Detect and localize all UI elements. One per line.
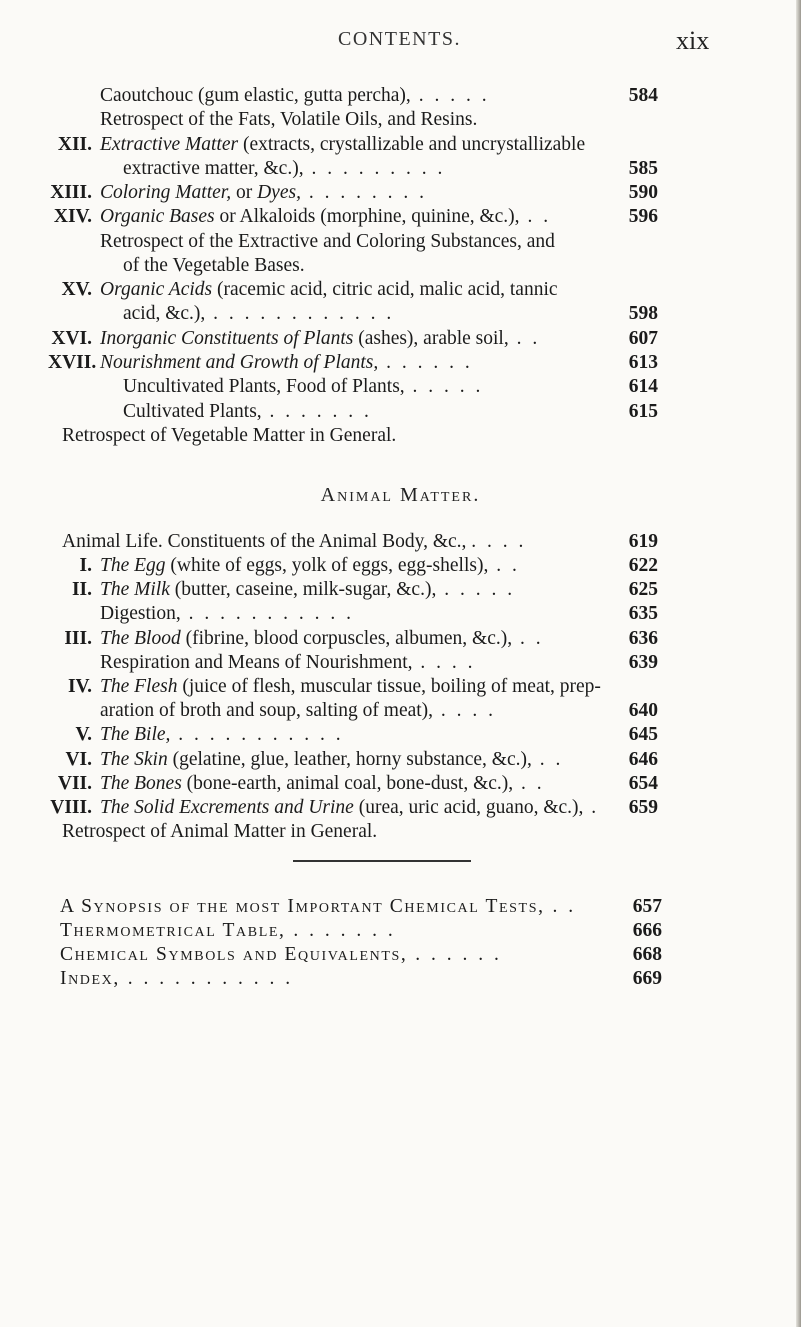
entry-page-number: 585 xyxy=(628,158,658,179)
entry-text xyxy=(100,205,551,229)
appendix_entries-entry xyxy=(0,919,801,943)
entry-page-number: 666 xyxy=(632,920,662,941)
page-header xyxy=(0,8,801,55)
entry-description: (white of eggs, yolk of eggs, egg-shells), xyxy=(165,555,489,576)
animal_entries-entry xyxy=(0,796,801,820)
entry-text xyxy=(100,84,490,108)
entry-title: The Bones xyxy=(100,773,182,794)
leader-dots: . . xyxy=(488,555,520,576)
entry-description: Animal Life. Constituents of the Animal Body, &c., xyxy=(62,531,472,552)
entry-text xyxy=(123,254,305,278)
leader-dots: . . . . . . . . . xyxy=(303,158,446,179)
entry-page-number: 654 xyxy=(628,773,658,794)
entry-description: aration of broth and soup, salting of meat), xyxy=(100,700,434,721)
leader-dots: . . . . xyxy=(412,652,476,673)
entry-title: The Skin xyxy=(100,749,168,770)
vegetable_entries-entry xyxy=(0,327,801,351)
entry-numeral: I. xyxy=(79,555,92,576)
vegetable_entries-entry xyxy=(0,278,801,302)
entry-text xyxy=(100,108,477,132)
entry-text xyxy=(100,723,344,747)
animal_entries-entry xyxy=(0,602,801,626)
animal_entries-entry xyxy=(0,772,801,796)
entry-page-number: 596 xyxy=(628,206,658,227)
entry-numeral: VII. xyxy=(57,773,92,794)
entry-description: (fibrine, blood corpuscles, albumen, &c.), xyxy=(180,628,513,649)
entry-title: Organic Acids xyxy=(100,279,213,300)
entry-text xyxy=(60,967,293,991)
animal_entries-entry xyxy=(0,748,801,772)
leader-dots: . . xyxy=(508,328,541,349)
entry-title: Extractive Matter xyxy=(100,134,239,155)
entry-text xyxy=(123,400,372,424)
entry-numeral: V. xyxy=(75,724,92,745)
entry-description: or Alkaloids (morphine, quinine, &c.), xyxy=(214,206,520,227)
entry-page-number: 615 xyxy=(628,401,658,422)
entry-numeral: III. xyxy=(64,628,92,649)
entry-numeral: XVII. xyxy=(48,352,97,373)
entry-numeral: VI. xyxy=(65,749,92,770)
vegetable_entries-entry xyxy=(0,157,801,181)
entry-numeral: XV. xyxy=(61,279,92,300)
entry-page-number: 635 xyxy=(628,603,658,624)
entry-description: Retrospect of the Extractive and Coloring Substances, and xyxy=(100,231,555,252)
entry-description: Retrospect of Vegetable Matter in General. xyxy=(62,425,397,446)
entry-text xyxy=(100,181,427,205)
vegetable_entries-entry xyxy=(0,375,801,399)
appendix_entries-entry xyxy=(0,967,801,991)
entry-text xyxy=(100,627,544,651)
entry-text xyxy=(100,651,476,675)
entry-text xyxy=(100,578,515,602)
animal_entries-entry xyxy=(0,578,801,602)
entry-text xyxy=(100,230,555,254)
entry-description: (racemic acid, citric acid, malic acid, tannic xyxy=(212,279,558,300)
section-divider xyxy=(293,860,471,862)
entry-page-number: 669 xyxy=(632,968,662,989)
entry-description: Index, xyxy=(60,968,120,989)
entry-page-number: 607 xyxy=(628,328,658,349)
vegetable_entries-entry xyxy=(0,84,801,108)
appendix_entries-entry xyxy=(0,943,801,967)
vegetable_entries-entry xyxy=(0,302,801,326)
entry-text xyxy=(100,772,545,796)
leader-dots: . . xyxy=(531,749,564,770)
leader-dots: . . . . . . xyxy=(407,944,502,965)
leader-dots: . . xyxy=(544,896,577,917)
entry-title: The Egg xyxy=(100,555,166,576)
entry-page-number: 646 xyxy=(628,749,658,770)
vegetable_entries-entry xyxy=(0,400,801,424)
entry-text xyxy=(100,278,558,302)
entry-description: extractive matter, &c.), xyxy=(123,158,304,179)
entry-text xyxy=(100,554,520,578)
entry-page-number: 640 xyxy=(628,700,658,721)
vegetable_entries-entry xyxy=(0,424,801,448)
entry-page-number: 659 xyxy=(628,797,658,818)
entry-text xyxy=(123,302,394,326)
entry-description: of the Vegetable Bases. xyxy=(123,255,305,276)
entry-description: acid, &c.), xyxy=(123,303,206,324)
entry-description: Digestion, xyxy=(100,603,181,624)
entry-description: Cultivated Plants, xyxy=(123,401,262,422)
appendix_entries-entry xyxy=(0,895,801,919)
entry-title: Coloring Matter, xyxy=(100,182,232,203)
entry-title: The Bile, xyxy=(100,724,171,745)
animal_entries-entry xyxy=(0,651,801,675)
entry-numeral: II. xyxy=(71,579,92,600)
entry-numeral: XIV. xyxy=(53,206,92,227)
entry-description: (ashes), arable soil, xyxy=(353,328,509,349)
entry-description: (extracts, crystallizable and uncrystallizable xyxy=(238,134,586,155)
leader-dots: . . . . . xyxy=(410,85,490,106)
entry-title: The Blood xyxy=(100,628,181,649)
entry-text xyxy=(100,602,354,626)
entry-page-number: 614 xyxy=(628,376,658,397)
leader-dots: . . . . . . . . . . . xyxy=(119,968,294,989)
entry-page-number: 639 xyxy=(628,652,658,673)
leader-dots: . . xyxy=(512,628,544,649)
entry-numeral: XIII. xyxy=(50,182,92,203)
entry-title: The Milk xyxy=(100,579,170,600)
entry-description: (bone-earth, animal coal, bone-dust, &c.), xyxy=(181,773,514,794)
entry-page-number: 622 xyxy=(628,555,658,576)
leader-dots: . . . . . . . . . . . . xyxy=(205,303,395,324)
vegetable_entries-entry xyxy=(0,181,801,205)
entry-numeral: VIII. xyxy=(50,797,92,818)
entry-title: Organic Bases xyxy=(100,206,215,227)
entry-numeral: XII. xyxy=(57,134,92,155)
entry-description: Caoutchouc (gum elastic, gutta percha), xyxy=(100,85,411,106)
leader-dots: . . . . . . . . . . . xyxy=(170,724,344,745)
animal_entries-entry xyxy=(0,723,801,747)
entry-text xyxy=(100,327,540,351)
entry-description: A Synopsis of the most Important Chemical Tests, xyxy=(60,896,545,917)
entry-text xyxy=(100,796,599,820)
entry-text xyxy=(100,748,563,772)
animal_entries-entry xyxy=(0,820,801,844)
vegetable_entries-entry xyxy=(0,230,801,254)
entry-page-number: 613 xyxy=(628,352,658,373)
entry-description: Retrospect of the Fats, Volatile Oils, and Resins. xyxy=(100,109,478,130)
entry-description: or xyxy=(231,182,258,203)
animal_entries-entry xyxy=(0,554,801,578)
leader-dots: . . . . . xyxy=(404,376,484,397)
entry-page-number: 636 xyxy=(628,628,658,649)
entry-page-number: 590 xyxy=(628,182,658,203)
leader-dots: . . . . . . . . xyxy=(300,182,427,203)
vegetable_entries-entry xyxy=(0,133,801,157)
entry-text xyxy=(100,699,496,723)
entry-description: Uncultivated Plants, Food of Plants, xyxy=(123,376,405,397)
leader-dots: . . . . . xyxy=(436,579,516,600)
entry-description: (juice of flesh, muscular tissue, boiling of meat, prep- xyxy=(177,676,601,697)
vegetable_entries-entry xyxy=(0,205,801,229)
entry-text xyxy=(60,919,396,943)
entry-text xyxy=(62,530,526,554)
vegetable_entries-entry xyxy=(0,254,801,278)
leader-dots: . . . . . . . xyxy=(285,920,396,941)
animal_entries-entry xyxy=(0,627,801,651)
animal_entries-entry xyxy=(0,699,801,723)
entry-text xyxy=(123,375,483,399)
entry-text xyxy=(62,424,396,448)
leader-dots: . . . . . . . xyxy=(261,401,372,422)
entry-text xyxy=(60,895,576,919)
leader-dots: . . . . . . xyxy=(378,352,473,373)
leader-dots: . xyxy=(583,797,600,818)
entry-numeral: XVI. xyxy=(51,328,92,349)
animal_entries-entry xyxy=(0,530,801,554)
entry-text xyxy=(62,820,377,844)
entry-description: Thermometrical Table, xyxy=(60,920,286,941)
running-head: CONTENTS. xyxy=(338,28,461,50)
entry-page-number: 584 xyxy=(628,85,658,106)
entry-page-number: 645 xyxy=(628,724,658,745)
entry-text xyxy=(123,157,445,181)
entry-page-number: 668 xyxy=(632,944,662,965)
entry-page-number: 657 xyxy=(632,896,662,917)
entry-page-number: 598 xyxy=(628,303,658,324)
leader-dots: . . . . . . . . . . . xyxy=(180,603,354,624)
entry-title: The Flesh xyxy=(100,676,178,697)
entry-page-number: 619 xyxy=(628,531,658,552)
animal_entries-entry xyxy=(0,675,801,699)
leader-dots: . . . . xyxy=(433,700,497,721)
entry-text xyxy=(100,675,601,699)
vegetable_entries-entry xyxy=(0,108,801,132)
entry-page-number: 625 xyxy=(628,579,658,600)
entry-title: Inorganic Constituents of Plants xyxy=(100,328,354,349)
entry-title: Dyes, xyxy=(257,182,301,203)
leader-dots: . . xyxy=(519,206,552,227)
entry-description: (butter, caseine, milk-sugar, &c.), xyxy=(169,579,437,600)
entry-numeral: IV. xyxy=(67,676,92,697)
entry-text xyxy=(100,133,585,157)
page-number: xix xyxy=(676,26,710,55)
section-title-animal-matter: Animal Matter. xyxy=(320,484,481,506)
entry-description: Retrospect of Animal Matter in General. xyxy=(62,821,378,842)
entry-description: Chemical Symbols and Equivalents, xyxy=(60,944,408,965)
entry-text xyxy=(60,943,502,967)
entry-title: Nourishment and Growth of Plants, xyxy=(100,352,379,373)
leader-dots: . . . . xyxy=(471,531,527,552)
entry-text xyxy=(100,351,473,375)
entry-description: Respiration and Means of Nourishment, xyxy=(100,652,413,673)
vegetable_entries-entry xyxy=(0,351,801,375)
leader-dots: . . xyxy=(513,773,545,794)
entry-description: (gelatine, glue, leather, horny substance, &c.), xyxy=(167,749,532,770)
entry-description: (urea, uric acid, guano, &c.), xyxy=(353,797,584,818)
entry-title: The Solid Excrements and Urine xyxy=(100,797,354,818)
